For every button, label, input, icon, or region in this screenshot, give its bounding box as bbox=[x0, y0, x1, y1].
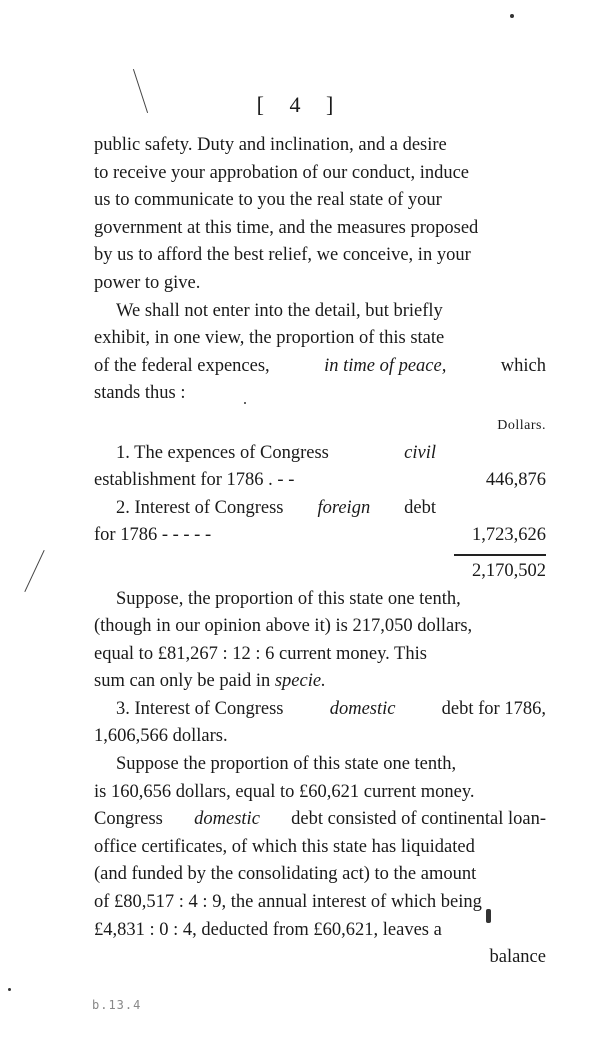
text-line: is 160,656 dollars, equal to £60,621 current money. bbox=[94, 781, 475, 802]
text-line: 1,606,566 dollars. bbox=[94, 726, 228, 747]
text-line: exhibit, in one view, the proportion of this state bbox=[94, 328, 445, 349]
text-segment: debt consisted of continental loan- bbox=[291, 809, 546, 830]
row-amount: 1,723,626 bbox=[472, 525, 546, 546]
row-amount: 446,876 bbox=[485, 470, 546, 491]
text-line: by us to afford the best relief, we conceive, in your bbox=[94, 245, 471, 266]
text-segment: debt bbox=[404, 497, 436, 518]
text-line: of £80,517 : 4 : 9, the annual interest of which being bbox=[94, 892, 482, 913]
italic-word: domestic bbox=[329, 698, 396, 719]
text-line bbox=[94, 806, 546, 834]
text-segment: sum can only be paid in bbox=[94, 671, 271, 692]
table-row bbox=[94, 522, 546, 550]
text-segment: 3. Interest of Congress bbox=[116, 698, 284, 719]
ink-speck bbox=[510, 14, 514, 18]
text-line: Suppose, the proportion of this state one tenth, bbox=[116, 588, 461, 609]
text-line: We shall not enter into the detail, but briefly bbox=[116, 300, 443, 321]
italic-phrase: in time of peace, bbox=[324, 355, 447, 376]
text-line: public safety. Duty and inclination, and a desire bbox=[94, 135, 447, 155]
text-segment: 1. The expences of Congress bbox=[116, 442, 329, 463]
italic-word: domestic bbox=[194, 809, 260, 830]
text-line: power to give. bbox=[94, 272, 201, 293]
text-line: office certificates, of which this state has liquidated bbox=[94, 836, 475, 857]
ink-speck bbox=[8, 988, 11, 991]
text-segment: Congress bbox=[94, 809, 163, 830]
italic-word: foreign bbox=[317, 497, 371, 518]
total-amount: 2,170,502 bbox=[472, 560, 546, 581]
text-line: government at this time, and the measures proposed bbox=[94, 217, 479, 238]
body-text bbox=[94, 132, 546, 972]
total-row bbox=[94, 558, 546, 586]
text-line: equal to £81,267 : 12 : 6 current money. This bbox=[94, 643, 427, 664]
text-line bbox=[94, 696, 546, 724]
dollars-column-header: Dollars. bbox=[497, 417, 546, 433]
text-line: to receive your approbation of our conduct, induce bbox=[94, 162, 470, 183]
text-segment: debt for 1786, bbox=[441, 698, 546, 719]
text-line: us to communicate to you the real state of your bbox=[94, 190, 442, 211]
italic-word: civil bbox=[404, 442, 436, 463]
catchword: balance bbox=[489, 947, 546, 968]
table-row bbox=[94, 495, 546, 523]
text-segment: which bbox=[500, 355, 546, 376]
text-line: (and funded by the consolidating act) to the amount bbox=[94, 864, 477, 885]
text-segment: of the federal expences, bbox=[94, 355, 270, 376]
row-label: for 1786 - - - - - bbox=[94, 525, 212, 546]
text-line bbox=[94, 668, 546, 696]
text-line: (though in our opinion above it) is 217,050 dollars, bbox=[94, 616, 473, 637]
italic-word: specie. bbox=[274, 671, 326, 692]
text-line bbox=[94, 353, 546, 381]
text-line: stands thus : bbox=[94, 383, 186, 404]
text-line: Suppose the proportion of this state one tenth, bbox=[116, 754, 457, 775]
text-segment: 2. Interest of Congress bbox=[116, 497, 284, 518]
row-label: establishment for 1786 . - - bbox=[94, 470, 295, 491]
margin-pencil-mark bbox=[24, 550, 44, 592]
faded-stamp-text: b.13.4 bbox=[92, 998, 142, 1012]
table-row bbox=[94, 467, 546, 495]
table-row bbox=[94, 440, 546, 468]
text-line: £4,831 : 0 : 4, deducted from £60,621, leaves a bbox=[94, 919, 442, 940]
sum-rule bbox=[454, 554, 546, 556]
page-number: [ 4 ] bbox=[256, 92, 344, 117]
